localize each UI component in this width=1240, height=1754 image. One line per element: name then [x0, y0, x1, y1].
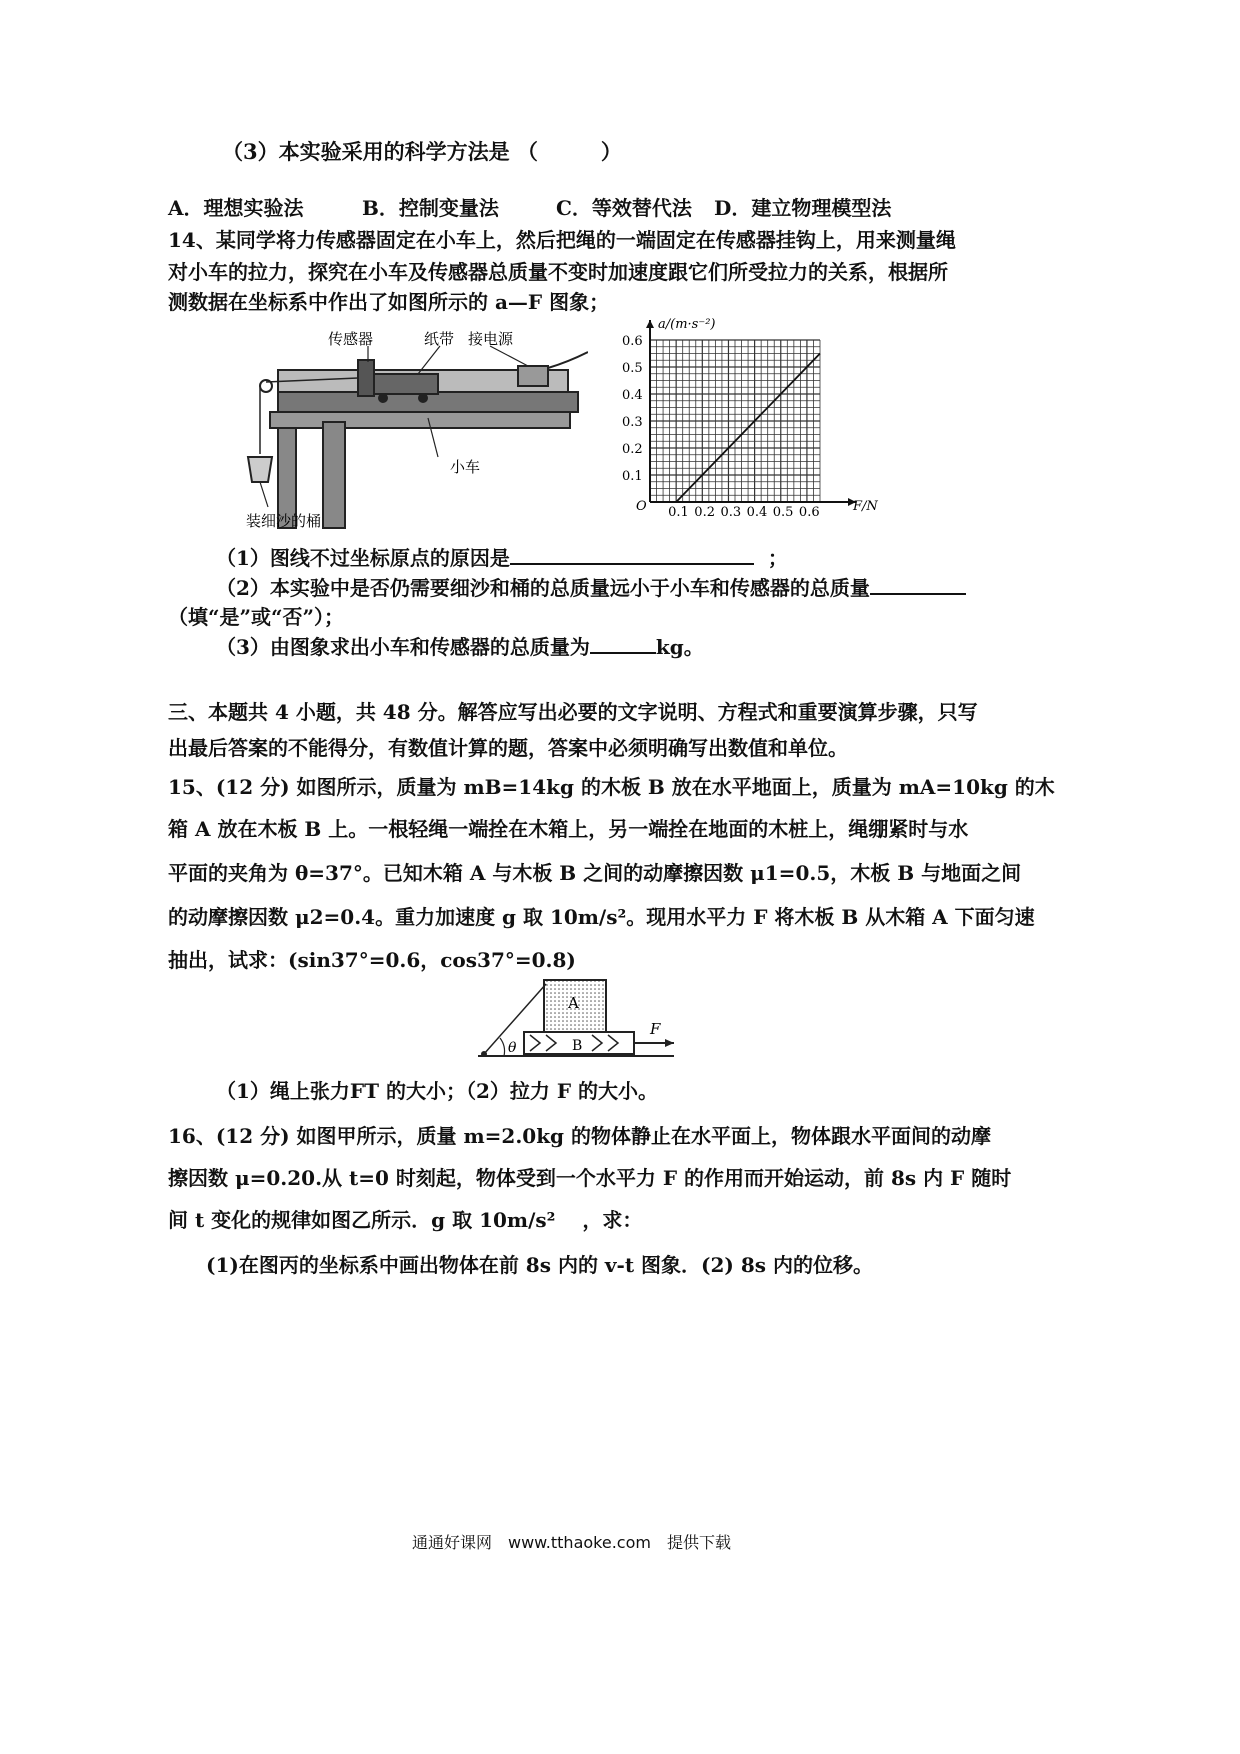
- apparatus-label-power: 接电源: [468, 330, 514, 348]
- apparatus-label-cart: 小车: [450, 458, 481, 476]
- q14-sub1-text: （1）图线不过坐标原点的原因是: [216, 546, 510, 570]
- q13-option-c: C．等效替代法: [556, 196, 692, 220]
- chart-y-label: a/(m·s⁻²): [658, 317, 716, 332]
- section3-line1: 三、本题共 4 小题，共 48 分。解答应写出必要的文字说明、方程式和重要演算步骤，只写: [168, 700, 978, 724]
- q14-sub2-hint: （填“是”或“否”）；: [168, 605, 345, 629]
- x-tick-label: 0.4: [746, 505, 768, 520]
- y-tick-label: 0.4: [622, 388, 643, 403]
- chart-ticks: [622, 334, 820, 520]
- chart-origin-label: O: [636, 499, 647, 514]
- q14-sub2-text: （2）本实验中是否仍需要细沙和桶的总质量远小于小车和传感器的总质量: [216, 576, 870, 600]
- x-tick-label: 0.6: [798, 505, 820, 520]
- y-tick-label: 0.1: [622, 469, 643, 484]
- q14-sub3: [216, 631, 704, 660]
- chart-grid: [646, 320, 856, 506]
- q14-stem-line1: 14、某同学将力传感器固定在小车上，然后把绳的一端固定在传感器挂钩上，用来测量绳: [168, 228, 956, 252]
- q14-sub3-unit: kg。: [655, 635, 704, 659]
- q15-line4: 的动摩擦因数 μ2=0.4。重力加速度 g 取 10m/s²。现用水平力 F 将木板 B 从木箱 A 下面匀速: [168, 905, 1035, 929]
- force-label: F: [650, 1020, 661, 1038]
- y-tick-label: 0.3: [622, 415, 643, 430]
- q15-questions: （1）绳上张力FT 的大小；（2）拉力 F 的大小。: [216, 1079, 659, 1103]
- q15-line2: 箱 A 放在木板 B 上。一根轻绳一端拴在木箱上，另一端拴在地面的木桩上，绳绷紧时与水: [168, 817, 969, 841]
- q15-line5: 抽出，试求：(sin37°=0.6，cos37°=0.8): [168, 948, 576, 972]
- angle-label: θ: [508, 1040, 517, 1056]
- section3-line2: 出最后答案的不能得分，有数值计算的题，答案中必须明确写出数值和单位。: [168, 736, 848, 760]
- apparatus-label-sensor: 传感器: [328, 330, 374, 348]
- box-a-label: A: [568, 994, 579, 1012]
- y-axis-arrow: [646, 320, 654, 328]
- q15-line3: 平面的夹角为 θ=37°。已知木箱 A 与木板 B 之间的动摩擦因数 μ1=0.5，木板 B 与地面之间: [168, 861, 1022, 885]
- q16-line3: 间 t 变化的规律如图乙所示．g 取 10m/s² ，求：: [168, 1208, 643, 1232]
- apparatus-label-tape: 纸带: [424, 330, 455, 348]
- q14-sub3-blank[interactable]: [590, 634, 656, 654]
- y-tick-label: 0.2: [622, 442, 643, 457]
- x-tick-label: 0.3: [720, 505, 742, 520]
- y-tick-label: 0.5: [622, 361, 643, 376]
- q16-line4: (1)在图丙的坐标系中画出物体在前 8s 内的 v-t 图象．(2) 8s 内的位移。: [206, 1253, 873, 1277]
- x-tick-label: 0.5: [772, 505, 794, 520]
- q14-sub1-end: ；: [767, 546, 788, 570]
- q16-line2: 擦因数 μ=0.20.从 t=0 时刻起，物体受到一个水平力 F 的作用而开始运动，前 8s 内 F 随时: [168, 1166, 1012, 1190]
- q14-sub1: [216, 542, 788, 571]
- q14-sub1-blank[interactable]: [510, 545, 754, 565]
- a-f-chart: [608, 312, 908, 522]
- x-tick-label: 0.1: [668, 505, 689, 520]
- apparatus-label-bucket: 装细沙的桶: [246, 512, 322, 530]
- board-b-label: B: [572, 1038, 583, 1054]
- q16-line1: 16、(12 分) 如图甲所示，质量 m=2.0kg 的物体静止在水平面上，物体跟水平面间的动摩: [168, 1124, 991, 1148]
- box-board-figure: [470, 972, 690, 1062]
- q14-sub3-text: （3）由图象求出小车和传感器的总质量为: [216, 635, 590, 659]
- q14-stem-line3: 测数据在坐标系中作出了如图所示的 a—F 图象；: [168, 290, 610, 314]
- q13-option-d: D．建立物理模型法: [714, 196, 892, 220]
- q15-line1: 15、(12 分) 如图所示，质量为 mB=14kg 的木板 B 放在水平地面上，质量为 mA=10kg 的木: [168, 775, 1055, 799]
- q14-sub2-blank[interactable]: [870, 575, 966, 595]
- q13-option-a: A．理想实验法: [168, 196, 304, 220]
- q13-sub3: （3）本实验采用的科学方法是 （ ）: [222, 139, 622, 164]
- q14-stem-line2: 对小车的拉力，探究在小车及传感器总质量不变时加速度跟它们所受拉力的关系，根据所: [168, 260, 948, 284]
- page-footer: 通通好课网 www.tthaoke.com 提供下载: [412, 1533, 731, 1552]
- q14-sub2: [216, 572, 966, 601]
- y-tick-label: 0.6: [622, 334, 643, 349]
- chart-x-label: F/N: [853, 499, 878, 514]
- x-tick-label: 0.2: [694, 505, 715, 520]
- q13-option-b: B．控制变量法: [362, 196, 499, 220]
- apparatus-figure: [228, 322, 588, 532]
